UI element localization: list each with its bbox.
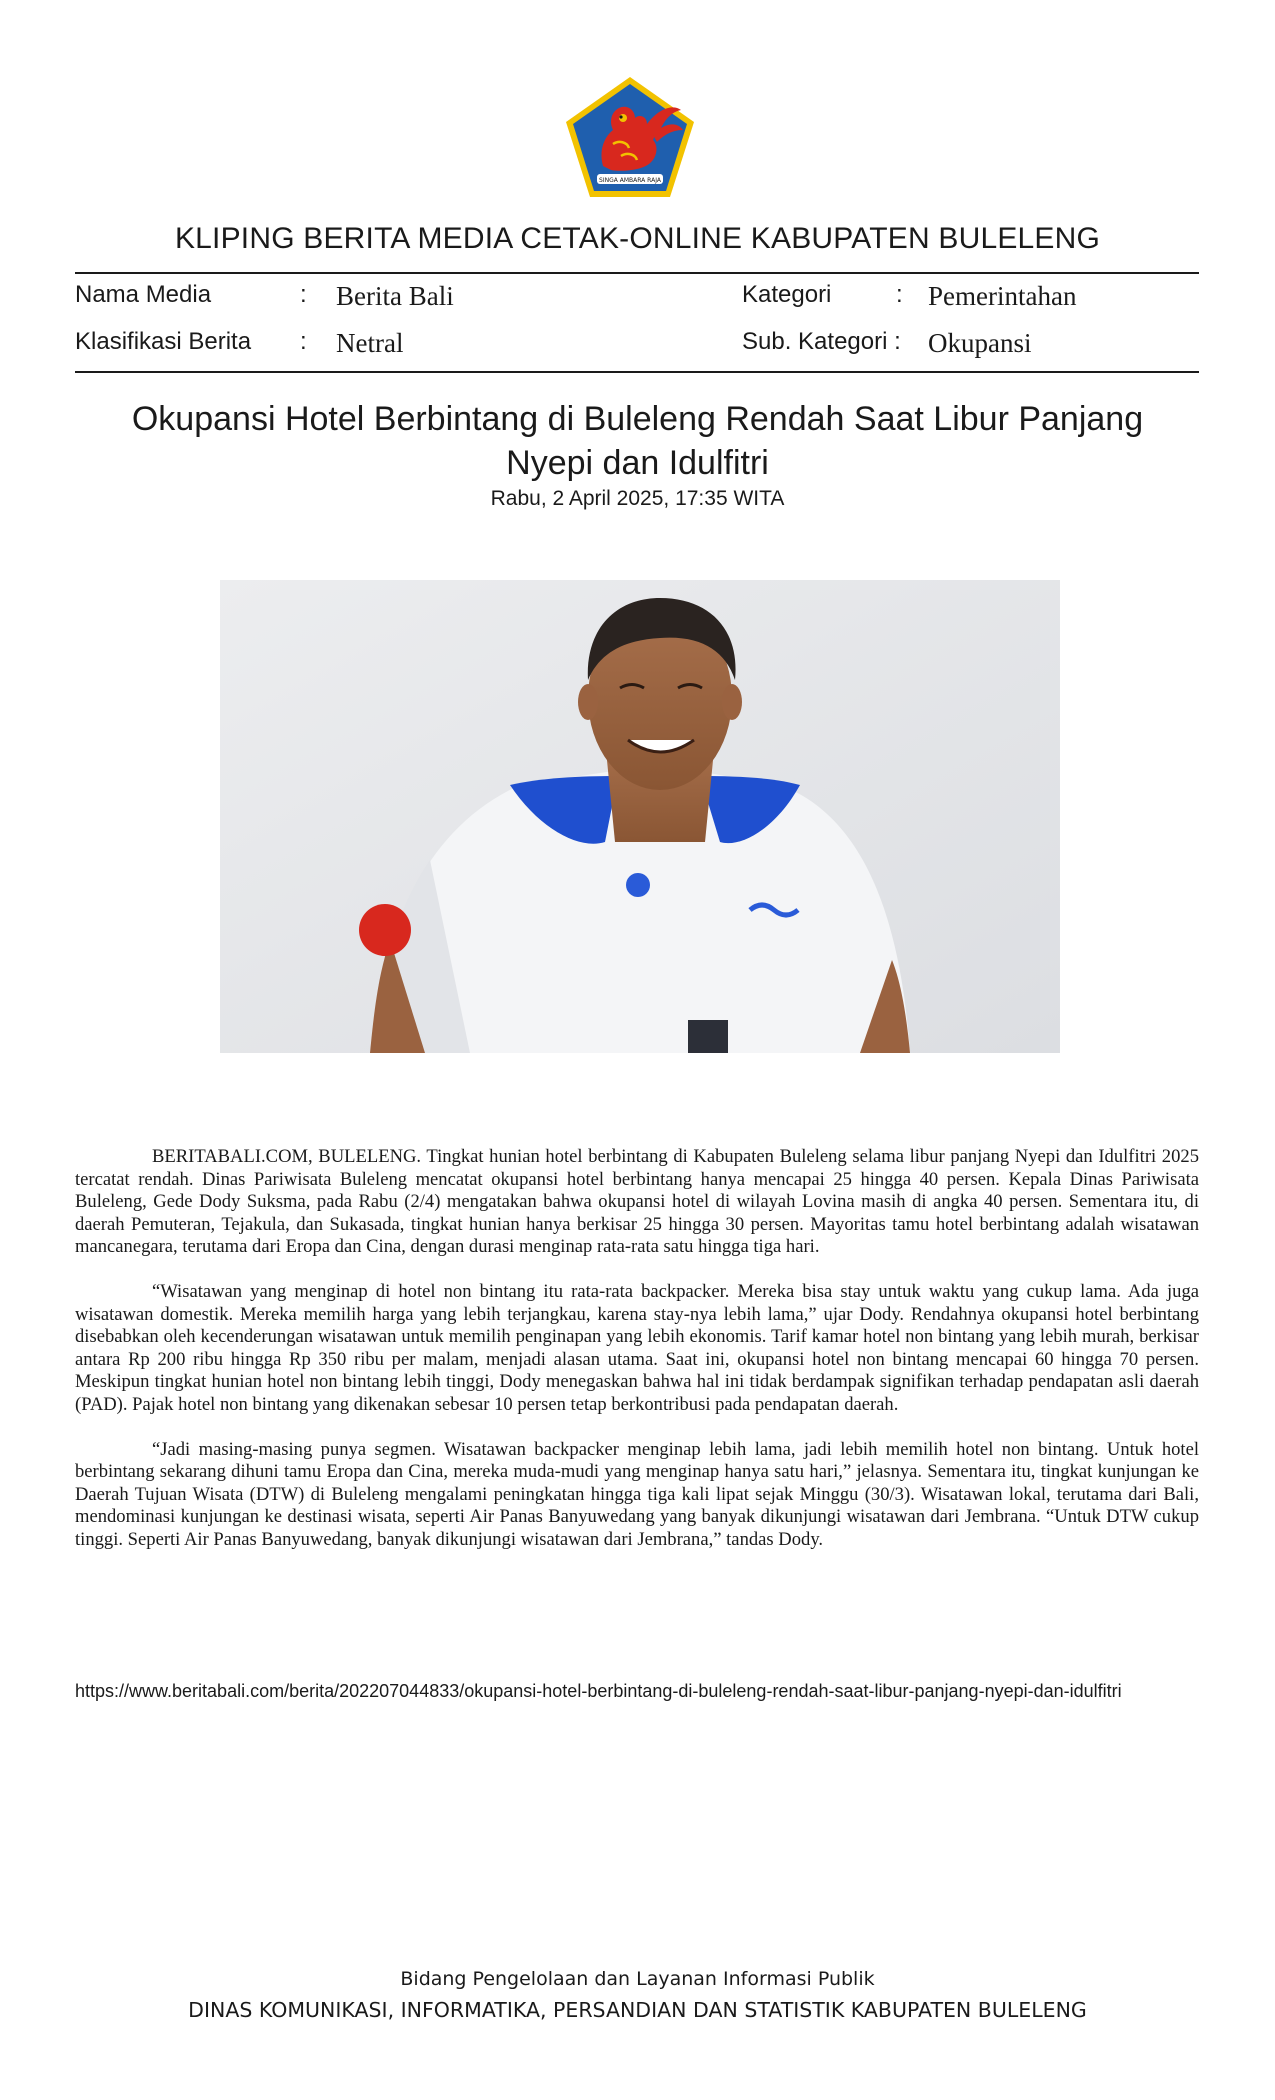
media-name-value: Berita Bali (336, 281, 454, 311)
clipping-header-title: KLIPING BERITA MEDIA CETAK-ONLINE KABUPATEN BULELENG (174, 222, 1101, 255)
sub-category-label: Sub. Kategori : (742, 328, 901, 355)
article-paragraph: “Jadi masing-masing punya segmen. Wisatawan backpacker menginap lebih lama, jadi lebih memilih hotel non bintang. Untuk hotel berbintang sekarang dihuni tamu Eropa dan Cina, mereka muda-mudi yang menginap hanya satu hari,” jelasnya. Sementara itu, tingkat kunjungan ke Daerah Tujuan Wisata (DTW) di Buleleng mengalami peningkatan hingga tiga kali lipat sejak Minggu (30/3). Wisatawan lokal, terutama dari Bali, mendominasi kunjungan ke destinasi wisata, seperti Air Panas Banyuwedang yang banyak dikunjungi wisatawan dari Jembrana. “Untuk DTW cukup tinggi. Seperti Air Panas Banyuwedang, banyak dikunjungi wisatawan dari Jembrana,” tandas Dody. (75, 1438, 1199, 1550)
category-label: Kategori (742, 281, 832, 308)
article-dateline: Rabu, 2 April 2025, 17:35 WITA (490, 487, 785, 510)
category-colon: : (896, 281, 903, 308)
sub-category-value: Okupansi (928, 328, 1032, 358)
footer-division-name: Bidang Pengelolaan dan Layanan Informasi Publik (400, 1968, 875, 1990)
news-classification-value: Netral (336, 328, 404, 358)
source-url-link[interactable]: https://www.beritabali.com/berita/202207044833/okupansi-hotel-berbintang-di-buleleng-rendah-saat-libur-panjang-nyepi-dan-idulfitri (75, 1681, 1122, 1701)
article-paragraph: “Wisatawan yang menginap di hotel non bintang itu rata-rata backpacker. Mereka bisa stay untuk waktu yang cukup lama. Ada juga wisatawan domestik. Mereka memilih harga yang lebih terjangkau, karena stay-nya lebih lama,” ujar Dody. Rendahnya okupansi hotel berbintang disebabkan oleh kecenderungan wisatawan untuk memilih penginapan yang lebih ekonomis. Tarif kamar hotel non bintang yang lebih murah, berkisar antara Rp 200 ribu hingga Rp 350 ribu per malam, menjadi alasan utama. Saat ini, okupansi hotel non bintang mencapai 60 hingga 70 persen. Meskipun tingkat hunian hotel non bintang lebih tinggi, Dody menegaskan bahwa hal ini tidak berdampak signifikan terhadap pendapatan asli daerah (PAD). Pajak hotel non bintang yang dikenakan sebesar 10 persen tetap berkontribusi pada pendapatan daerah. (75, 1281, 1199, 1415)
article-paragraph: BERITABALI.COM, BULELENG. Tingkat hunian hotel berbintang di Kabupaten Buleleng selama libur panjang Nyepi dan Idulfitri 2025 tercatat rendah. Dinas Pariwisata Buleleng mencatat okupansi hotel berbintang hanya mencapai 25 hingga 40 persen. Kepala Dinas Pariwisata Buleleng, Gede Dody Suksma, pada Rabu (2/4) mengatakan bahwa okupansi hotel di wilayah Lovina masih di angka 40 persen. Sementara itu, di daerah Pemuteran, Tejakula, dan Sukasada, tingkat hunian hanya berkisar 25 hingga 30 persen. Mayoritas tamu hotel berbintang adalah wisatawan mancanegara, terutama dari Eropa dan Cina, dengan durasi menginap rata-rata satu hingga tiga hari. (75, 1146, 1199, 1257)
emblem-motto: SINGA AMBARA RAJA (599, 177, 661, 184)
article-photo (220, 580, 1060, 1053)
header-bottom-divider (75, 371, 1199, 373)
article-headline: Okupansi Hotel Berbintang di Buleleng Rendah Saat Libur Panjang Nyepi dan Idulfitri (131, 400, 1144, 482)
category-value: Pemerintahan (928, 281, 1077, 311)
header-top-divider (75, 272, 1199, 274)
media-name-colon: : (300, 281, 307, 308)
news-classification-colon: : (300, 328, 307, 355)
media-name-label: Nama Media (75, 281, 212, 308)
footer-agency-name: DINAS KOMUNIKASI, INFORMATIKA, PERSANDIAN DAN STATISTIK KABUPATEN BULELENG (188, 1998, 1087, 2022)
news-classification-label: Klasifikasi Berita (75, 328, 252, 355)
article-body (75, 1146, 1199, 1574)
buleleng-emblem-logo (563, 74, 697, 200)
